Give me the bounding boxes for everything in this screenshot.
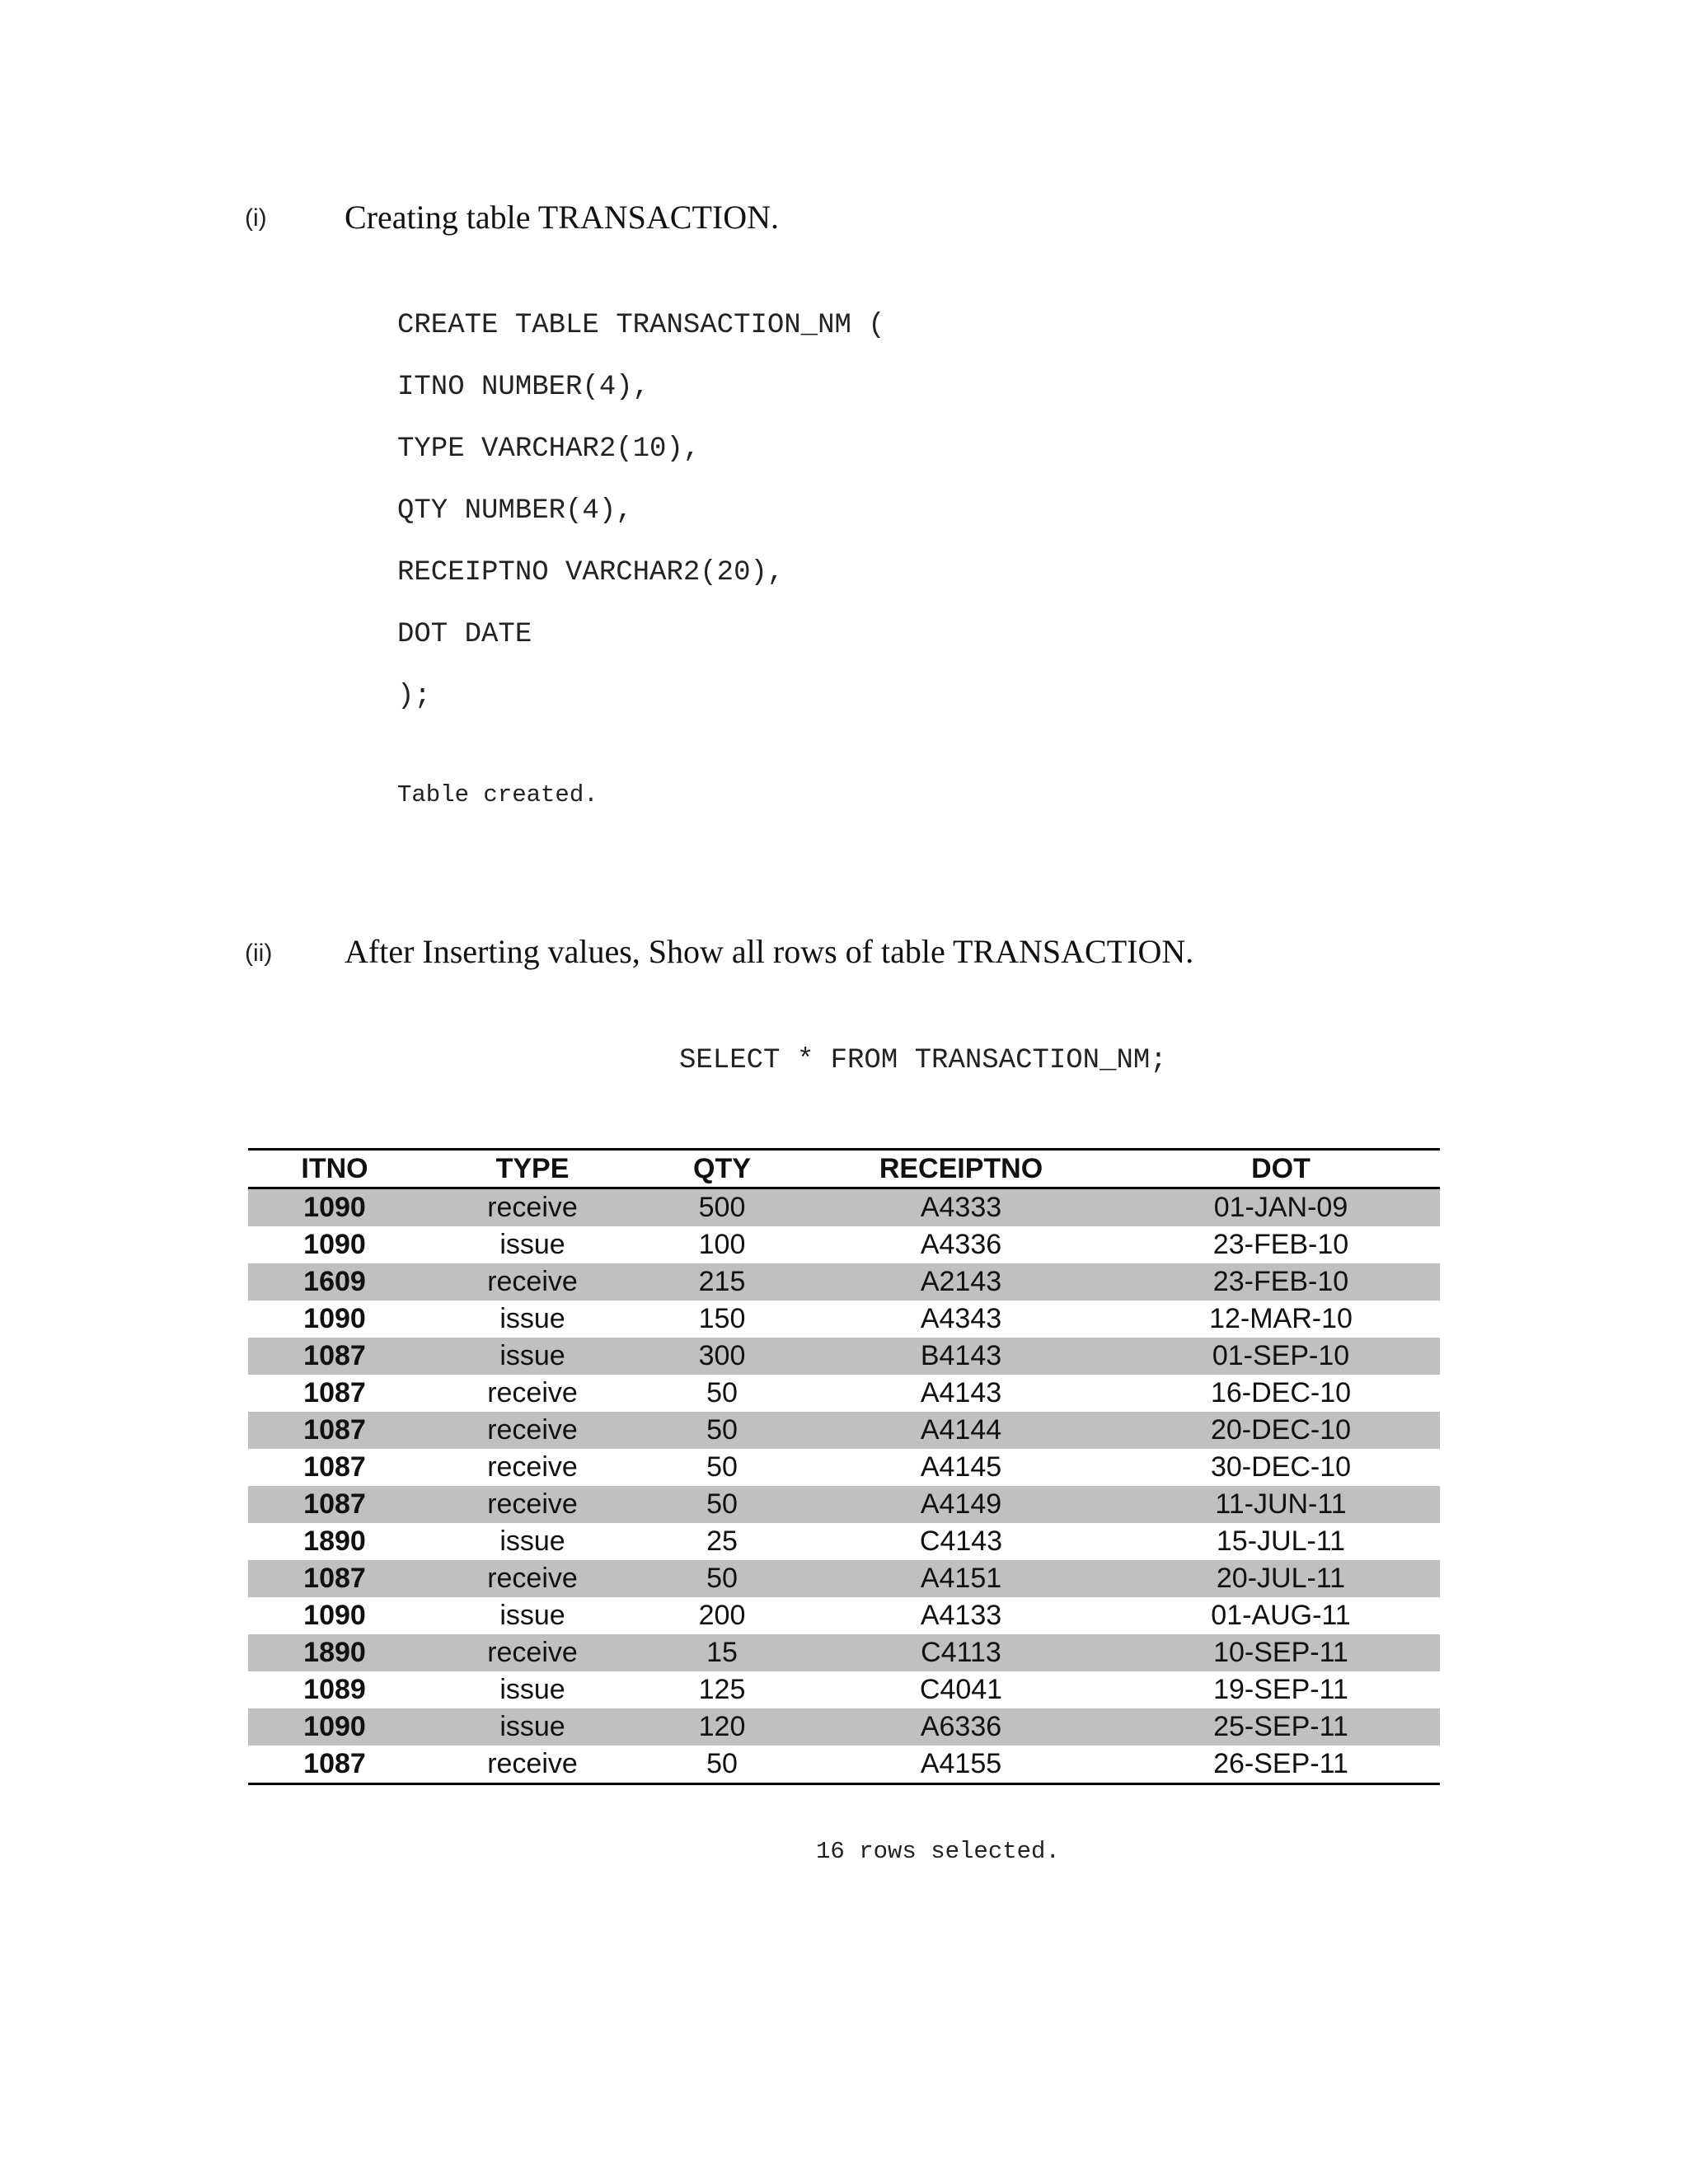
section-1-heading: Creating table TRANSACTION. bbox=[345, 199, 779, 236]
section-2-heading: After Inserting values, Show all rows of table TRANSACTION. bbox=[345, 933, 1194, 970]
cell-dot: 15-JUL-11 bbox=[1216, 1526, 1346, 1557]
cell-type: receive bbox=[487, 1377, 578, 1408]
code-line-5: RECEIPTNO VARCHAR2(20), bbox=[397, 557, 785, 588]
cell-receiptno: A4336 bbox=[920, 1229, 1002, 1260]
cell-dot: 12-MAR-10 bbox=[1209, 1303, 1353, 1334]
table-row bbox=[248, 1188, 1440, 1227]
cell-qty: 50 bbox=[644, 1412, 800, 1449]
cell-qty: 150 bbox=[698, 1303, 746, 1334]
cell-itno: 1087 bbox=[303, 1451, 366, 1483]
cell-qty: 50 bbox=[644, 1560, 800, 1597]
select-query: SELECT * FROM TRANSACTION_NM; bbox=[679, 1045, 1167, 1076]
table-row bbox=[248, 1560, 1440, 1597]
code-line-1: CREATE TABLE TRANSACTION_NM ( bbox=[397, 310, 885, 341]
cell-receiptno: A4133 bbox=[920, 1600, 1002, 1631]
cell-dot: 01-JAN-09 bbox=[1122, 1188, 1440, 1227]
cell-type: issue bbox=[421, 1708, 644, 1746]
cell-itno: 1890 bbox=[248, 1634, 421, 1671]
cell-type: receive bbox=[421, 1560, 644, 1597]
cell-qty: 200 bbox=[698, 1600, 746, 1631]
cell-qty: 15 bbox=[644, 1634, 800, 1671]
cell-qty: 50 bbox=[644, 1486, 800, 1523]
table-row bbox=[248, 1634, 1440, 1671]
cell-qty: 50 bbox=[706, 1748, 738, 1779]
create-result-text: Table created. bbox=[397, 781, 598, 808]
cell-type: receive bbox=[421, 1486, 644, 1523]
cell-qty: 50 bbox=[706, 1451, 738, 1483]
cell-type: receive bbox=[421, 1188, 644, 1227]
header-dot: DOT bbox=[1122, 1150, 1440, 1188]
cell-itno: 1609 bbox=[248, 1263, 421, 1301]
cell-dot: 16-DEC-10 bbox=[1210, 1377, 1352, 1408]
header-receiptno: RECEIPTNO bbox=[800, 1150, 1122, 1188]
cell-type: issue bbox=[499, 1674, 565, 1705]
code-line-3: TYPE VARCHAR2(10), bbox=[397, 434, 701, 465]
cell-type: receive bbox=[487, 1451, 578, 1483]
table-row bbox=[248, 1338, 1440, 1375]
cell-receiptno: C4041 bbox=[919, 1674, 1003, 1705]
table-body bbox=[248, 1188, 1440, 1784]
cell-receiptno: A4155 bbox=[920, 1748, 1002, 1779]
cell-type: receive bbox=[421, 1412, 644, 1449]
cell-dot: 23-FEB-10 bbox=[1212, 1229, 1349, 1260]
cell-itno: 1087 bbox=[248, 1412, 421, 1449]
table-row bbox=[248, 1597, 1440, 1634]
cell-itno: 1090 bbox=[303, 1229, 366, 1260]
cell-qty: 120 bbox=[644, 1708, 800, 1746]
cell-dot: 10-SEP-11 bbox=[1122, 1634, 1440, 1671]
cell-qty: 50 bbox=[706, 1377, 738, 1408]
cell-itno: 1087 bbox=[303, 1377, 366, 1408]
cell-receiptno: C4113 bbox=[800, 1634, 1122, 1671]
cell-type: receive bbox=[421, 1263, 644, 1301]
cell-itno: 1090 bbox=[248, 1188, 421, 1227]
cell-dot: 26-SEP-11 bbox=[1213, 1748, 1348, 1779]
section-1-marker: (i) bbox=[245, 204, 267, 232]
code-line-4: QTY NUMBER(4), bbox=[397, 495, 633, 527]
code-line-7: ); bbox=[397, 681, 431, 712]
table-row bbox=[248, 1671, 1440, 1708]
header-itno: ITNO bbox=[248, 1150, 421, 1188]
cell-receiptno: A2143 bbox=[800, 1263, 1122, 1301]
table-header-row bbox=[248, 1150, 1440, 1188]
cell-dot: 25-SEP-11 bbox=[1122, 1708, 1440, 1746]
cell-dot: 11-JUN-11 bbox=[1122, 1486, 1440, 1523]
code-line-6: DOT DATE bbox=[397, 619, 532, 650]
cell-dot: 23-FEB-10 bbox=[1122, 1263, 1440, 1301]
cell-type: receive bbox=[487, 1748, 578, 1779]
cell-qty: 125 bbox=[698, 1674, 746, 1705]
cell-receiptno: A4145 bbox=[920, 1451, 1002, 1483]
cell-dot: 20-JUL-11 bbox=[1122, 1560, 1440, 1597]
header-type: TYPE bbox=[421, 1150, 644, 1188]
cell-qty: 215 bbox=[644, 1263, 800, 1301]
section-2-marker: (ii) bbox=[245, 940, 273, 967]
table-row bbox=[248, 1486, 1440, 1523]
table-row bbox=[248, 1226, 1440, 1263]
cell-itno: 1087 bbox=[303, 1748, 366, 1779]
cell-itno: 1090 bbox=[303, 1600, 366, 1631]
cell-itno: 1087 bbox=[248, 1338, 421, 1375]
cell-receiptno: A6336 bbox=[800, 1708, 1122, 1746]
table-row bbox=[248, 1412, 1440, 1449]
rows-selected-text: 16 rows selected. bbox=[816, 1838, 1060, 1865]
cell-dot: 20-DEC-10 bbox=[1122, 1412, 1440, 1449]
table-row bbox=[248, 1449, 1440, 1486]
table-row bbox=[248, 1523, 1440, 1560]
table-row bbox=[248, 1375, 1440, 1412]
cell-type: issue bbox=[421, 1338, 644, 1375]
cell-receiptno: B4143 bbox=[800, 1338, 1122, 1375]
cell-dot: 01-AUG-11 bbox=[1211, 1600, 1351, 1631]
cell-dot: 30-DEC-10 bbox=[1210, 1451, 1352, 1483]
table-row bbox=[248, 1708, 1440, 1746]
cell-dot: 19-SEP-11 bbox=[1213, 1674, 1348, 1705]
cell-receiptno: A4151 bbox=[800, 1560, 1122, 1597]
cell-itno: 1090 bbox=[303, 1303, 366, 1334]
cell-qty: 500 bbox=[644, 1188, 800, 1227]
cell-itno: 1890 bbox=[303, 1526, 366, 1557]
cell-type: issue bbox=[499, 1303, 565, 1334]
cell-dot: 01-SEP-10 bbox=[1122, 1338, 1440, 1375]
table-row bbox=[248, 1746, 1440, 1784]
cell-itno: 1087 bbox=[248, 1560, 421, 1597]
cell-qty: 100 bbox=[698, 1229, 746, 1260]
cell-type: issue bbox=[499, 1600, 565, 1631]
cell-receiptno: A4343 bbox=[920, 1303, 1002, 1334]
cell-receiptno: A4149 bbox=[800, 1486, 1122, 1523]
table-row bbox=[248, 1301, 1440, 1338]
code-line-2: ITNO NUMBER(4), bbox=[397, 372, 650, 403]
cell-itno: 1087 bbox=[248, 1486, 421, 1523]
cell-qty: 25 bbox=[706, 1526, 738, 1557]
cell-type: issue bbox=[499, 1229, 565, 1260]
cell-receiptno: C4143 bbox=[919, 1526, 1003, 1557]
cell-itno: 1090 bbox=[248, 1708, 421, 1746]
cell-receiptno: A4143 bbox=[920, 1377, 1002, 1408]
transaction-table bbox=[248, 1148, 1440, 1785]
cell-receiptno: A4144 bbox=[800, 1412, 1122, 1449]
cell-receiptno: A4333 bbox=[800, 1188, 1122, 1227]
cell-type: issue bbox=[499, 1526, 565, 1557]
cell-itno: 1089 bbox=[303, 1674, 366, 1705]
cell-type: receive bbox=[421, 1634, 644, 1671]
cell-qty: 300 bbox=[644, 1338, 800, 1375]
header-qty: QTY bbox=[644, 1150, 800, 1188]
table-row bbox=[248, 1263, 1440, 1301]
